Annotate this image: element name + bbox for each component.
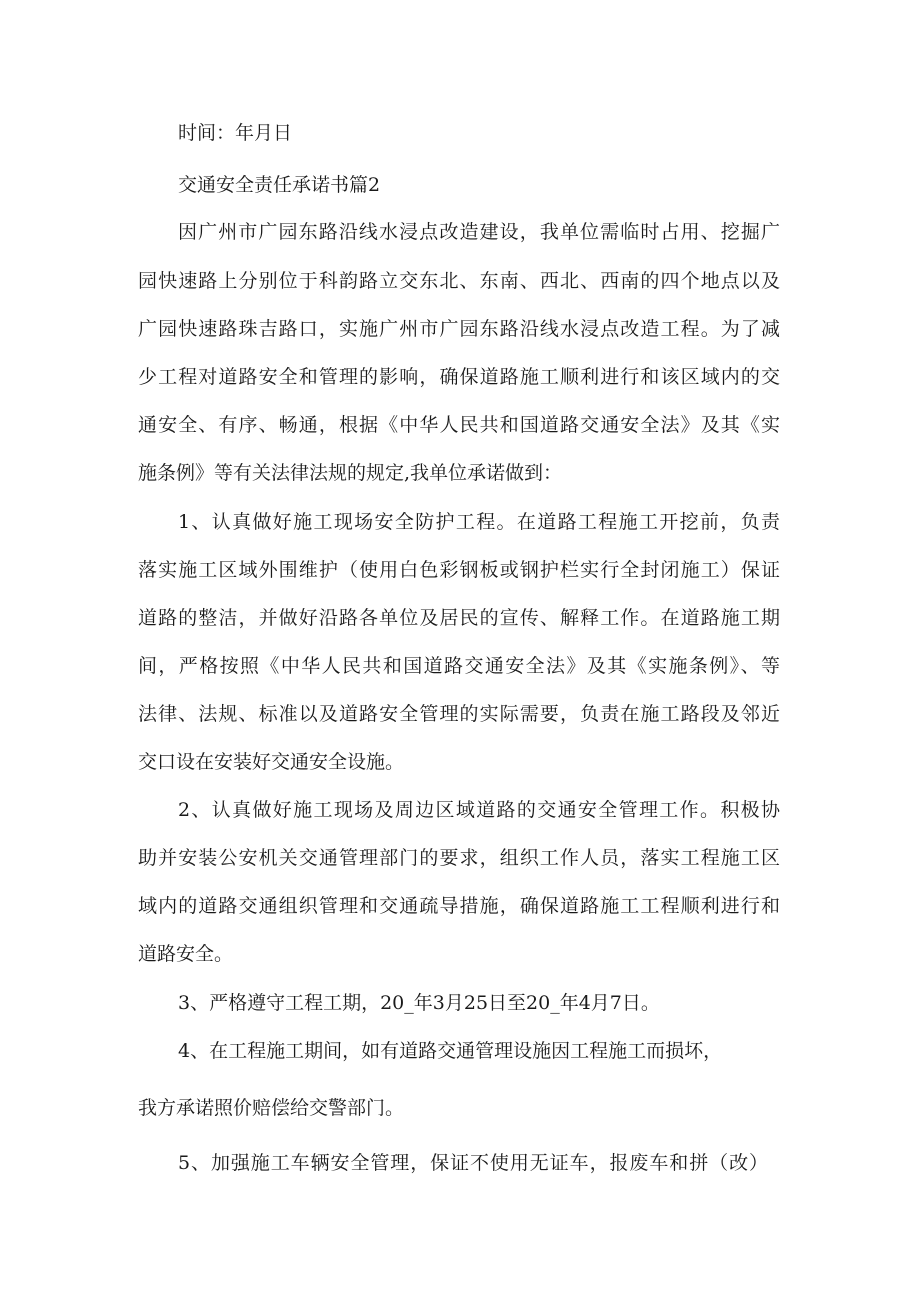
date-line: 时间：年月日 [178, 122, 293, 144]
paragraph-line: 少工程对道路安全和管理的影响，确保道路施工顺利进行和该区域内的交 [138, 366, 780, 388]
paragraph-line: 道路的整洁，并做好沿路各单位及居民的宣传、解释工作。在道路施工期 [138, 607, 780, 629]
paragraph-line: 我方承诺照价赔偿给交警部门。 [138, 1097, 405, 1119]
paragraph-line: 4、在工程施工期间，如有道路交通管理设施因工程施工而损坏， [178, 1040, 723, 1062]
paragraph-line: 域内的道路交通组织管理和交通疏导措施，确保道路施工工程顺利进行和 [138, 895, 780, 917]
paragraph-line: 1、认真做好施工现场安全防护工程。在道路工程施工开挖前，负责 [178, 511, 780, 533]
paragraph-line: 园快速路上分别位于科韵路立交东北、东南、西北、西南的四个地点以及 [138, 270, 780, 292]
paragraph-line: 法律、法规、标准以及道路安全管理的实际需要，负责在施工路段及邻近 [138, 703, 780, 725]
paragraph-line: 交口设在安装好交通安全设施。 [138, 751, 405, 773]
paragraph-line: 广园快速路珠吉路口，实施广州市广园东路沿线水浸点改造工程。为了减 [138, 318, 780, 340]
paragraph-line: 2、认真做好施工现场及周边区域道路的交通安全管理工作。积极协 [178, 799, 780, 821]
paragraph-line: 通安全、有序、畅通，根据《中华人民共和国道路交通安全法》及其《实 [138, 414, 780, 436]
paragraph-line: 道路安全。 [138, 943, 234, 965]
paragraph-line: 施条例》等有关法律法规的规定,我单位承诺做到： [138, 462, 563, 484]
paragraph-line: 落实施工区域外围维护（使用白色彩钢板或钢护栏实行全封闭施工）保证 [138, 559, 780, 581]
paragraph-line: 助并安装公安机关交通管理部门的要求，组织工作人员，落实工程施工区 [138, 847, 780, 869]
paragraph-line: 因广州市广园东路沿线水浸点改造建设，我单位需临时占用、挖掘广 [178, 221, 780, 243]
item-5-paragraph: 5、加强施工车辆安全管理，保证不使用无证车，报废车和拼（改） [178, 1152, 768, 1174]
item-3-paragraph: 3、严格遵守工程工期，20_年3月25日至20_年4月7日。 [178, 992, 660, 1014]
section-title: 交通安全责任承诺书篇2 [178, 174, 381, 196]
paragraph-line: 间，严格按照《中华人民共和国道路交通安全法》及其《实施条例》、等 [138, 655, 780, 677]
